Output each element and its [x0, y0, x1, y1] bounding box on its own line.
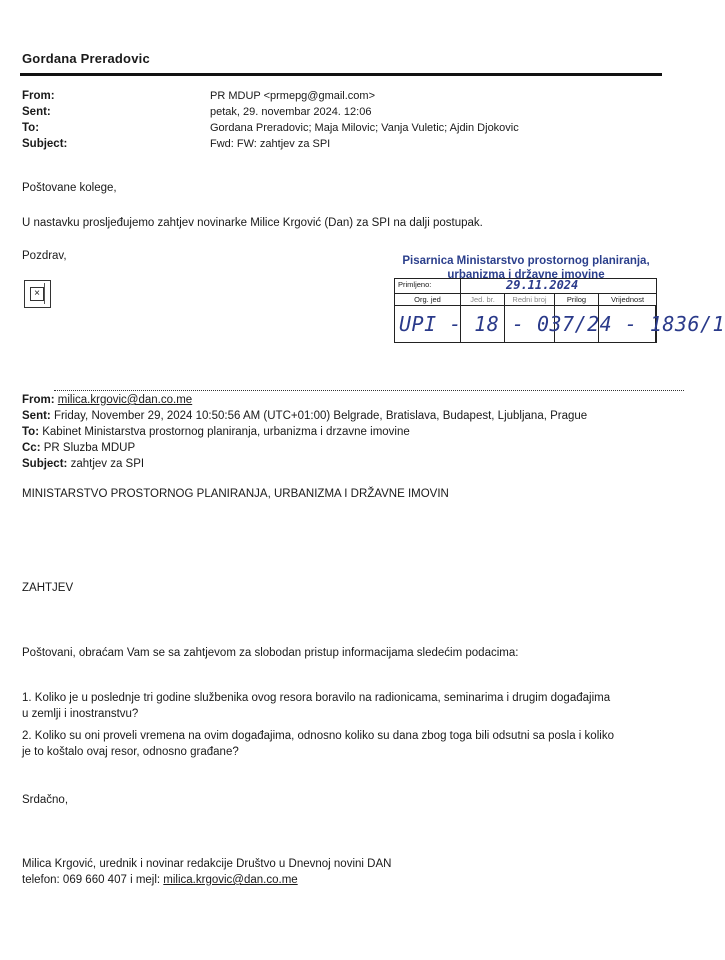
request-title: ZAHTJEV — [22, 582, 74, 594]
stamp-title-line2: urbanizma i državne imovine — [447, 269, 605, 281]
to-value: Gordana Preradovic; Maja Milovic; Vanja Vuletic; Ajdin Djokovic — [210, 122, 519, 134]
fwd-cc-value: PR Sluzba MDUP — [43, 442, 136, 454]
closing: Pozdrav, — [22, 250, 67, 262]
stamp-col-c: Redni broj — [505, 294, 555, 305]
registry-stamp — [394, 278, 725, 343]
stamp-col-org: Org. jed — [395, 294, 461, 305]
request-intro: Poštovani, obraćam Vam se sa zahtjevom za slobodan pristup informacijama sledećim podacima: — [22, 647, 519, 659]
to-label: To: — [22, 122, 40, 134]
fwd-from-email-link[interactable]: milica.krgovic@dan.co.me — [57, 394, 193, 406]
stamp-col-prilog: Prilog — [555, 294, 599, 305]
fwd-sent-label: Sent: — [22, 410, 51, 422]
sign-off: Srdačno, — [22, 794, 69, 806]
ministry-heading: MINISTARSTVO PROSTORNOG PLANIRANJA, URBANIZMA I DRŽAVNE IMOVIN — [22, 488, 449, 500]
stamp-received-label: Primljeno: — [395, 279, 461, 293]
fwd-sent-row — [22, 408, 587, 424]
forward-separator — [54, 390, 684, 391]
fwd-subject-label: Subject: — [22, 458, 68, 470]
subject-label: Subject: — [22, 138, 68, 150]
header-divider — [20, 73, 662, 76]
close-box-icon: × — [30, 287, 44, 301]
stamp-columns-row — [395, 294, 656, 306]
fwd-sent-value: Friday, November 29, 2024 10:50:56 AM (UTC+01:00) Belgrade, Bratislava, Budapest, Ljubljana, Prague — [53, 410, 588, 422]
fwd-from-label: From: — [22, 394, 55, 406]
document-spine — [44, 283, 48, 304]
stamp-title-line1: Pisarnica Ministarstvo prostornog planiranja, — [402, 255, 650, 267]
fwd-subject-row — [22, 456, 587, 472]
stamp-received-row — [395, 279, 656, 294]
sent-value: petak, 29. novembar 2024. 12:06 — [210, 106, 372, 118]
fwd-subject-value: zahtjev za SPI — [70, 458, 145, 470]
message-body: U nastavku prosljeđujemo zahtjev novinarke Milice Krgović (Dan) za SPI na dalji postupak. — [22, 217, 483, 229]
fwd-from-row — [22, 392, 587, 408]
stamp-registration-number: UPI - 18 - 037/24 - 1836/1 — [399, 312, 725, 336]
forwarded-header — [22, 392, 587, 472]
question-2-line-1: 2. Koliko su oni proveli vremena na ovim događajima, odnosno koliko su dana zbog toga bili odsutni sa posla i koliko — [22, 730, 614, 742]
signature: Milica Krgović, urednik i novinar redakcije Društvo u Dnevnoj novini DAN — [22, 858, 392, 870]
fwd-to-row — [22, 424, 587, 440]
fwd-cc-row — [22, 440, 587, 456]
greeting: Poštovane kolege, — [22, 182, 117, 194]
contact-line — [22, 872, 298, 888]
contact-prefix: telefon: 069 660 407 i mejl: — [22, 874, 164, 886]
fwd-to-label: To: — [22, 426, 40, 438]
fwd-cc-label: Cc: — [22, 442, 41, 454]
stamp-number-row — [395, 306, 725, 342]
question-2-line-2: je to koštalo ovaj resor, odnosno građane? — [22, 746, 239, 758]
subject-value: Fwd: FW: zahtjev za SPI — [210, 138, 331, 150]
from-value: PR MDUP <prmepg@gmail.com> — [210, 90, 376, 102]
document-icon[interactable] — [24, 280, 51, 308]
contact-email-link[interactable]: milica.krgovic@dan.co.me — [163, 874, 298, 886]
stamp-col-vrijednost: Vrijednost — [610, 295, 645, 304]
question-1-line-1: 1. Koliko je u poslednje tri godine službenika ovog resora boravilo na radionicama, seminarima i drugim događajima — [22, 692, 611, 704]
stamp-received-date: 29.11.2024 — [506, 278, 579, 292]
from-label: From: — [22, 90, 55, 102]
sent-label: Sent: — [22, 106, 51, 118]
stamp-col-b: Jed. br. — [461, 294, 505, 305]
fwd-to-value: Kabinet Ministarstva prostornog planiranja, urbanizma i drzavne imovine — [42, 426, 410, 438]
question-1-line-2: u zemlji i inostranstvu? — [22, 708, 139, 720]
sender-name-header: Gordana Preradovic — [22, 51, 150, 66]
